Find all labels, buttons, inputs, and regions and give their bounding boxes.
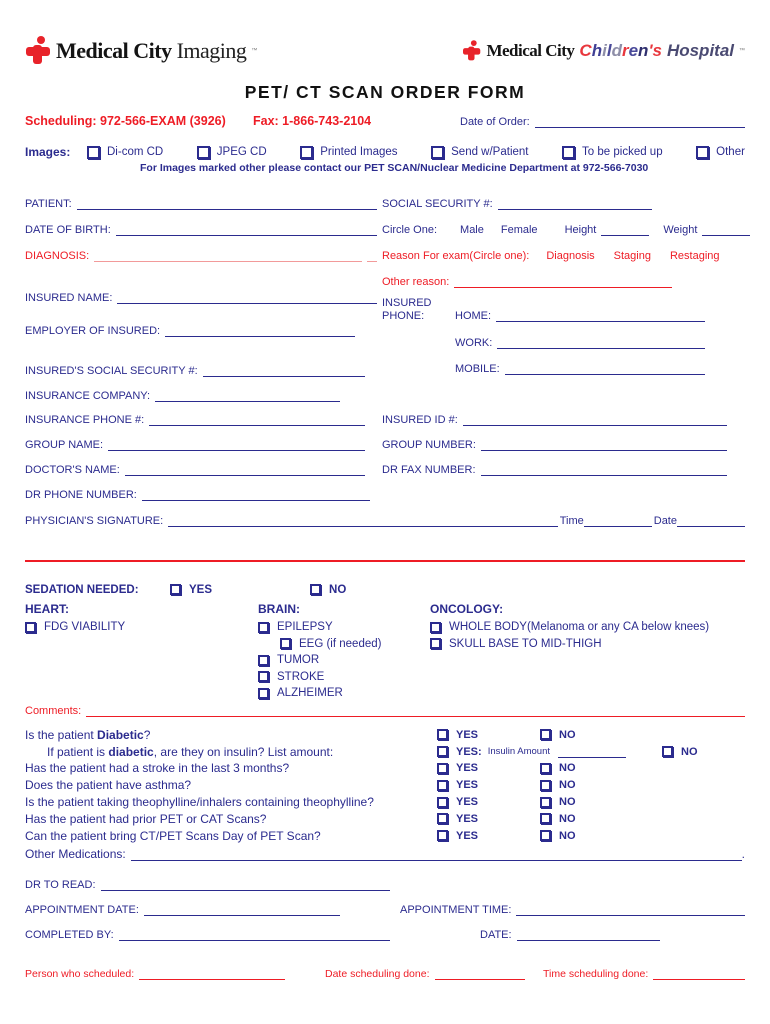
sedation-row: [25, 582, 745, 597]
physician-signature-input-line[interactable]: [168, 515, 558, 527]
exam-categories: [25, 602, 745, 702]
completed-by-field: COMPLETED BY:: [25, 929, 390, 941]
appointment-time-field: APPOINTMENT TIME:: [400, 904, 745, 916]
q5-yes-checkbox[interactable]: [437, 797, 448, 808]
stroke-checkbox[interactable]: [258, 671, 269, 682]
option-jpeg-cd: JPEG CD: [197, 146, 267, 159]
sedation-yes-checkbox[interactable]: [170, 584, 181, 595]
option-other: Other: [696, 146, 745, 159]
diagnosis-input-line[interactable]: [94, 250, 362, 262]
home-phone-input-line[interactable]: [496, 310, 705, 322]
date-of-order-input-line[interactable]: [535, 116, 745, 128]
oncology-category: [430, 602, 745, 702]
q7-yes-option: YES: [437, 830, 540, 842]
contact-row: [25, 113, 745, 128]
appointment-date-field: APPOINTMENT DATE:: [25, 904, 340, 916]
insured-phone-label: PHONE:: [382, 310, 425, 322]
epilepsy-checkbox[interactable]: [258, 622, 269, 633]
question-theophylline: Is the patient taking theophylline/inhalers containing theophylline? YES NO: [25, 795, 576, 810]
question-diabetic: Is the patient Diabetic? YES NO: [25, 727, 576, 742]
q6-no-option: NO: [540, 813, 576, 825]
header: [25, 36, 745, 80]
q5-no-option: NO: [540, 796, 576, 808]
ssn-field: SOCIAL SECURITY #:: [382, 198, 652, 210]
dr-fax-field: DR FAX NUMBER:: [382, 464, 727, 476]
fdg-viability-checkbox[interactable]: [25, 622, 36, 633]
date-of-order-field: [460, 116, 745, 128]
sedation-yes-option: YES: [170, 584, 212, 596]
option-send-with-patient: Send w/Patient: [431, 146, 528, 159]
q1-yes-option: YES: [437, 729, 540, 741]
question-prior-scans: Has the patient had prior PET or CAT Scans? YES NO: [25, 811, 576, 826]
eeg-checkbox[interactable]: [280, 638, 291, 649]
dob-input-line[interactable]: [116, 224, 377, 236]
group-number-input-line[interactable]: [481, 439, 727, 451]
time-scheduling-field: Time scheduling done:: [543, 968, 745, 980]
q1-no-option: NO: [540, 729, 576, 741]
group-number-field: GROUP NUMBER:: [382, 439, 727, 451]
q2-yes-option: YES: Insulin Amount: [437, 746, 626, 758]
section-divider: [25, 560, 745, 562]
group-name-field: GROUP NAME:: [25, 439, 365, 451]
person-scheduled-input-line[interactable]: [139, 968, 285, 980]
q3-yes-checkbox[interactable]: [437, 763, 448, 774]
person-scheduled-field: Person who scheduled:: [25, 968, 285, 980]
q4-yes-checkbox[interactable]: [437, 780, 448, 791]
q1-no-checkbox[interactable]: [540, 729, 551, 740]
oncology-header: ONCOLOGY:: [430, 602, 504, 616]
images-row: [25, 145, 745, 159]
medical-city-cross-icon: [25, 36, 51, 66]
q3-no-option: NO: [540, 762, 576, 774]
q7-no-checkbox[interactable]: [540, 830, 551, 841]
oncology-item: WHOLE BODY(Melanoma or any CA below knees): [430, 619, 745, 636]
q1-yes-checkbox[interactable]: [437, 729, 448, 740]
comments-input-line[interactable]: [86, 705, 745, 717]
mobile-phone-input-line[interactable]: [505, 363, 705, 375]
screening-questions: [25, 727, 745, 845]
height-input-line[interactable]: [601, 224, 649, 236]
doctor-name-field: DOCTOR'S NAME:: [25, 464, 365, 476]
logo-product-text: Imaging: [176, 38, 247, 63]
logo-medical-city-childrens: [455, 36, 745, 66]
patient-field: PATIENT:: [25, 198, 377, 210]
brain-item: EEG (if needed): [280, 636, 430, 653]
insulin-amount-input-line[interactable]: [558, 746, 626, 758]
send-with-patient-checkbox[interactable]: [431, 146, 444, 159]
work-phone-input-line[interactable]: [497, 337, 705, 349]
sedation-no-option: NO: [310, 584, 346, 596]
heart-header: HEART:: [25, 602, 69, 616]
q6-no-checkbox[interactable]: [540, 813, 551, 824]
insurance-company-field: INSURANCE COMPANY:: [25, 390, 340, 402]
other-images-checkbox[interactable]: [696, 146, 709, 159]
insured-ssn-input-line[interactable]: [203, 365, 365, 377]
q5-yes-option: YES: [437, 796, 540, 808]
date-scheduling-input-line[interactable]: [435, 968, 526, 980]
circle-one-row: Circle One: Male Female Height Weight: [382, 224, 745, 236]
printed-images-checkbox[interactable]: [300, 146, 313, 159]
dob-field: DATE OF BIRTH:: [25, 224, 377, 236]
other-reason-input-line[interactable]: [454, 276, 672, 288]
reason-for-exam-row: Reason For exam(Circle one): Diagnosis Staging Restaging: [382, 250, 720, 262]
insurance-company-input-line[interactable]: [155, 390, 340, 402]
other-medications-field: Other Medications: .: [25, 847, 745, 862]
logo-brand-text: Medical City: [56, 38, 172, 63]
heart-item: FDG VIABILITY: [25, 619, 258, 636]
brain-item: EPILEPSY: [258, 619, 430, 636]
dr-phone-field: DR PHONE NUMBER:: [25, 489, 370, 501]
home-phone-field: HOME:: [455, 310, 705, 322]
sedation-label: SEDATION NEEDED:: [25, 583, 139, 596]
time-label: Time: [559, 515, 584, 527]
brain-header: BRAIN:: [258, 602, 300, 616]
hospital-wordmark: Hospital: [666, 41, 734, 60]
question-stroke: Has the patient had a stroke in the last 3 months? YES NO: [25, 761, 576, 776]
appointment-time-input-line[interactable]: [516, 904, 745, 916]
height-label: Height: [564, 224, 597, 236]
reason-restaging-option[interactable]: Restaging: [669, 250, 720, 262]
employer-input-line[interactable]: [165, 325, 355, 337]
insured-ssn-field: INSURED'S SOCIAL SECURITY #:: [25, 365, 365, 377]
option-dicom-cd: Di-com CD: [87, 146, 163, 159]
dicom-cd-checkbox[interactable]: [87, 146, 100, 159]
insurance-phone-field: INSURANCE PHONE #:: [25, 414, 365, 426]
q4-no-option: NO: [540, 779, 576, 791]
form-title: PET/ CT SCAN ORDER FORM: [244, 82, 526, 102]
completed-date-input-line[interactable]: [517, 929, 660, 941]
dr-phone-input-line[interactable]: [142, 489, 370, 501]
jpeg-cd-checkbox[interactable]: [197, 146, 210, 159]
q6-yes-checkbox[interactable]: [437, 813, 448, 824]
q4-yes-option: YES: [437, 779, 540, 791]
alzheimer-checkbox[interactable]: [258, 688, 269, 699]
q6-yes-option: YES: [437, 813, 540, 825]
completed-date-field: DATE:: [480, 929, 660, 941]
insured-id-input-line[interactable]: [463, 414, 727, 426]
dr-to-read-input-line[interactable]: [101, 879, 391, 891]
ssn-input-line[interactable]: [498, 198, 652, 210]
insured-name-input-line[interactable]: [117, 292, 377, 304]
completed-row: [25, 929, 745, 941]
fax-number: Fax: 1-866-743-2104: [253, 114, 372, 128]
diagnosis-field: DIAGNOSIS:: [25, 250, 377, 262]
work-phone-field: WORK:: [455, 337, 705, 349]
signature-time-input-line[interactable]: [584, 515, 652, 527]
brain-item: STROKE: [258, 669, 430, 686]
images-note: For Images marked other please contact our PET SCAN/Nuclear Medicine Department at 972-566-7030: [140, 162, 649, 174]
male-option[interactable]: Male: [460, 224, 484, 236]
question-asthma: Does the patient have asthma? YES NO: [25, 778, 576, 793]
other-reason-field: Other reason:: [382, 276, 672, 288]
q2-no-checkbox[interactable]: [662, 746, 673, 757]
q7-no-option: NO: [540, 830, 576, 842]
to-be-picked-up-checkbox[interactable]: [562, 146, 575, 159]
employer-field: EMPLOYER OF INSURED:: [25, 325, 355, 337]
female-option[interactable]: Female: [500, 224, 538, 236]
q3-yes-option: YES: [437, 762, 540, 774]
images-label: Images:: [25, 145, 71, 159]
insured-name-field: INSURED NAME:: [25, 292, 377, 304]
brain-item: ALZHEIMER: [258, 685, 430, 702]
q3-no-checkbox[interactable]: [540, 763, 551, 774]
scheduling-footer: [25, 968, 745, 980]
childrens-wordmark: Children's: [579, 41, 662, 60]
insulin-amount-label: Insulin Amount: [487, 746, 551, 758]
trademark-mark: ™: [739, 48, 745, 54]
question-bring-scans: Can the patient bring CT/PET Scans Day of PET Scan? YES NO: [25, 828, 576, 843]
option-printed-images: Printed Images: [300, 146, 397, 159]
reason-diagnosis-option[interactable]: Diagnosis: [546, 250, 595, 262]
reason-staging-option[interactable]: Staging: [613, 250, 651, 262]
trademark-mark: ™: [251, 48, 258, 54]
date-label: Date: [653, 515, 677, 527]
scheduling-phone: Scheduling: 972-566-EXAM (3926): [25, 114, 226, 128]
q5-no-checkbox[interactable]: [540, 797, 551, 808]
physician-signature-row: PHYSICIAN'S SIGNATURE: Time Date: [25, 515, 745, 527]
appointment-row: [25, 904, 745, 916]
insurance-phone-input-line[interactable]: [149, 414, 365, 426]
doctor-name-input-line[interactable]: [125, 464, 365, 476]
weight-input-line[interactable]: [702, 224, 750, 236]
completed-by-input-line[interactable]: [119, 929, 390, 941]
patient-input-line[interactable]: [77, 198, 377, 210]
time-scheduling-input-line[interactable]: [653, 968, 745, 980]
dr-fax-input-line[interactable]: [481, 464, 727, 476]
logo-medical-city-imaging: [25, 36, 257, 66]
signature-date-input-line[interactable]: [677, 515, 745, 527]
q2-yes-checkbox[interactable]: [437, 746, 448, 757]
dr-to-read-field: DR TO READ:: [25, 879, 390, 891]
comments-field: Comments:: [25, 705, 745, 717]
other-medications-input-line[interactable]: [131, 849, 742, 861]
medical-city-cross-icon: [463, 40, 482, 62]
group-name-input-line[interactable]: [108, 439, 365, 451]
weight-label: Weight: [663, 224, 698, 236]
insured-id-field: INSURED ID #:: [382, 414, 727, 426]
patient-insurance-section: [25, 196, 745, 532]
q7-yes-checkbox[interactable]: [437, 830, 448, 841]
sedation-no-checkbox[interactable]: [310, 584, 321, 595]
q2-no-option: NO: [662, 746, 698, 758]
skull-base-checkbox[interactable]: [430, 638, 441, 649]
diagnosis-input-line[interactable]: [367, 250, 377, 262]
heart-category: [25, 602, 258, 702]
q4-no-checkbox[interactable]: [540, 780, 551, 791]
brain-category: [258, 602, 430, 702]
logo-brand-text: Medical City: [486, 41, 575, 60]
brain-item: TUMOR: [258, 652, 430, 669]
whole-body-checkbox[interactable]: [430, 622, 441, 633]
oncology-item: SKULL BASE TO MID-THIGH: [430, 636, 745, 653]
insured-phone-label: INSURED: [382, 297, 432, 309]
option-to-be-picked-up: To be picked up: [562, 146, 663, 159]
question-insulin: If patient is diabetic, are they on insulin? List amount: YES: Insulin Amount NO: [47, 744, 698, 759]
date-scheduling-field: Date scheduling done:: [325, 968, 525, 980]
tumor-checkbox[interactable]: [258, 655, 269, 666]
mobile-phone-field: MOBILE:: [455, 363, 705, 375]
appointment-date-input-line[interactable]: [144, 904, 340, 916]
date-of-order-label: Date of Order:: [460, 116, 530, 128]
